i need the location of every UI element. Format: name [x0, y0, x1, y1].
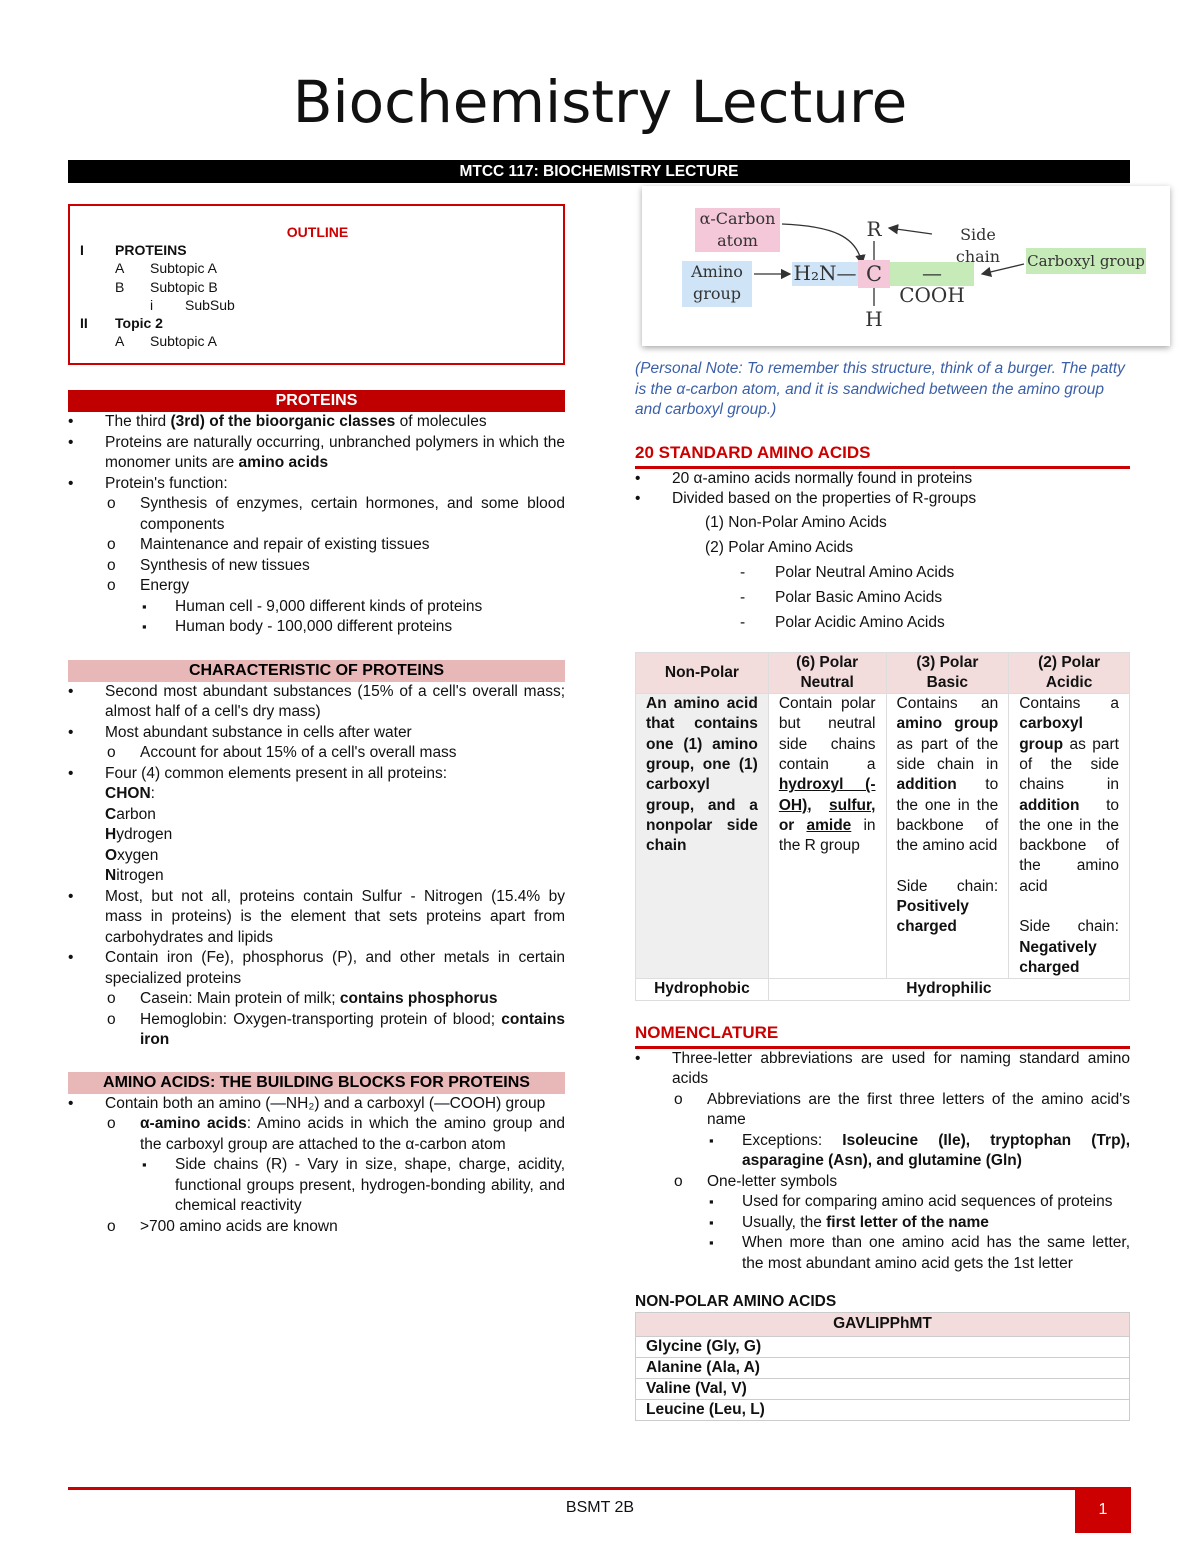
- footer-label: BSMT 2B: [565, 1499, 635, 1516]
- list-item: • Contain iron (Fe), phosphorus (P), and other metals in certain specialized proteins: [68, 948, 565, 989]
- table-row: Valine (Val, V): [636, 1378, 1130, 1399]
- table-header: (2) Polar Acidic: [1009, 652, 1130, 694]
- r-group-symbol: R: [866, 217, 882, 241]
- table-row: Alanine (Ala, A): [636, 1357, 1130, 1378]
- outline-row: [80, 332, 555, 350]
- table-cell: An amino acid that contains one (1) amino group, one (1) carboxyl group, and a nonpolar side chain: [636, 694, 769, 979]
- subclass-item: - Polar Neutral Amino Acids: [740, 563, 955, 581]
- list-item: o >700 amino acids are known: [68, 1217, 565, 1238]
- outline-row: [80, 241, 555, 259]
- list-item: • Most, but not all, proteins contain Sulfur - Nitrogen (15.4% by mass in proteins) is the element that sets proteins apart from carbohydrates and lipids: [68, 887, 565, 949]
- standard-amino-acids-heading: 20 STANDARD AMINO ACIDS: [635, 443, 1130, 469]
- chon-block: CHON: Carbon Hydrogen Oxygen Nitrogen: [105, 785, 173, 884]
- outline-num: II: [80, 315, 88, 332]
- course-banner: MTCC 117: BIOCHEMISTRY LECTURE: [68, 160, 1130, 183]
- list-item: ▪ Used for comparing amino acid sequences of proteins: [635, 1192, 1130, 1213]
- table-row: Glycine (Gly, G): [636, 1336, 1130, 1357]
- outline-box: [68, 204, 565, 365]
- list-item: ▪ Usually, the first letter of the name: [635, 1213, 1130, 1234]
- personal-note: (Personal Note: To remember this structure, think of a burger. The patty is the α-carbon atom, and it is sandwiched between the amino group and carboxyl group.): [635, 360, 1125, 418]
- list-item: • Three-letter abbreviations are used for naming standard amino acids: [635, 1049, 1130, 1090]
- table-header-row: [636, 652, 1130, 694]
- proteins-list: [68, 412, 565, 638]
- table-header: Non-Polar: [636, 652, 769, 694]
- standard-list: [635, 469, 1130, 635]
- table-cell: Contains an amino group as part of the side chain in addition to the one in the backbone of the amino acid Side chain: Positively charged: [886, 694, 1009, 979]
- amino-acids-list: [68, 1094, 565, 1238]
- outline-label: Subtopic A: [150, 333, 217, 350]
- list-item: o Synthesis of new tissues: [68, 556, 565, 577]
- table-header: (3) Polar Basic: [886, 652, 1009, 694]
- polar-subclasses: [635, 560, 1130, 635]
- outline-row: [80, 278, 555, 296]
- nonpolar-table: [635, 1312, 1130, 1421]
- list-item: ▪ When more than one amino acid has the same letter, the most abundant amino acid gets the 1st letter: [635, 1233, 1130, 1274]
- list-item: • Four (4) common elements present in all proteins:: [68, 764, 565, 785]
- list-item: ▪ Exceptions: Isoleucine (Ile), tryptophan (Trp), asparagine (Asn), and glutamine (Gln): [635, 1131, 1130, 1172]
- amino-acid-class-table: [635, 652, 1130, 1001]
- amino-group-label: Amino group: [682, 261, 752, 307]
- list-item: ▪ Human cell - 9,000 different kinds of proteins: [68, 597, 565, 618]
- table-cell: Hydrophobic: [636, 979, 769, 1000]
- list-item: • Protein's function:: [68, 474, 565, 495]
- outline-label: SubSub: [185, 296, 235, 313]
- document-title: Biochemistry Lecture: [292, 68, 908, 136]
- class-item: (1) Non-Polar Amino Acids: [705, 513, 887, 531]
- nomenclature-list: [635, 1049, 1130, 1275]
- outline-row: [80, 296, 555, 314]
- r-group-classes: [635, 510, 1130, 560]
- outline-label: Subtopic A: [150, 260, 217, 277]
- list-item: o α-amino acids: Amino acids in which the amino group and the carboxyl group are attached to the α-carbon atom: [68, 1114, 565, 1155]
- page-number: 1: [1075, 1487, 1131, 1533]
- nonpolar-heading: NON-POLAR AMINO ACIDS: [635, 1293, 837, 1311]
- characteristics-heading: CHARACTERISTIC OF PROTEINS: [68, 660, 565, 682]
- list-item: o Synthesis of enzymes, certain hormones, and some blood components: [68, 494, 565, 535]
- cooh-formula: —COOH: [890, 262, 974, 286]
- outline-label: Topic 2: [115, 315, 163, 332]
- subclass-item: - Polar Acidic Amino Acids: [740, 613, 945, 631]
- list-item: o Maintenance and repair of existing tissues: [68, 535, 565, 556]
- list-item: • The third (3rd) of the bioorganic classes of molecules: [68, 412, 565, 433]
- alpha-carbon-label: α-Carbon atom: [695, 208, 780, 252]
- outline-num: B: [115, 278, 125, 295]
- outline-num: A: [115, 333, 125, 350]
- hydrogen-symbol: H: [865, 307, 883, 331]
- left-column: [68, 204, 565, 1237]
- carboxyl-group-label: Carboxyl group: [1026, 248, 1146, 274]
- outline-label: PROTEINS: [115, 242, 187, 258]
- list-item: o Energy: [68, 576, 565, 597]
- list-item: o Abbreviations are the first three letters of the amino acid's name: [635, 1090, 1130, 1131]
- right-column: [635, 186, 1145, 1421]
- subclass-item: - Polar Basic Amino Acids: [740, 588, 943, 606]
- outline-row: [80, 259, 555, 277]
- h2n-formula: H₂N—: [793, 261, 857, 285]
- table-cell: Contain polar but neutral side chains contain a hydroxyl (-OH), sulfur, or amide in the R group: [768, 694, 886, 979]
- amino-acids-heading: AMINO ACIDS: THE BUILDING BLOCKS FOR PROTEINS: [68, 1072, 565, 1094]
- footer-divider: [68, 1487, 1130, 1490]
- alpha-carbon-symbol: C: [858, 260, 890, 288]
- table-row: [636, 694, 1130, 979]
- list-item: • Proteins are naturally occurring, unbranched polymers in which the monomer units are amino acids: [68, 433, 565, 474]
- table-row: Leucine (Leu, L): [636, 1399, 1130, 1420]
- nomenclature-heading: NOMENCLATURE: [635, 1023, 1130, 1049]
- list-item: • 20 α-amino acids normally found in proteins: [635, 469, 1130, 490]
- outline-num: i: [150, 296, 154, 313]
- list-item: • Divided based on the properties of R-groups: [635, 489, 1130, 510]
- table-cell: Contains a carboxyl group as part of the side chains in addition to the one in the backbone of the amino acid Side chain: Negatively charged: [1009, 694, 1130, 979]
- characteristics-list: [68, 682, 565, 1051]
- table-cell: Hydrophilic: [768, 979, 1129, 1000]
- outline-label: Subtopic B: [150, 278, 218, 295]
- list-item: ▪ Side chains (R) - Vary in size, shape, charge, acidity, functional groups present, hydrogen-bonding ability, and chemical reactivity: [68, 1155, 565, 1217]
- side-chain-label: Side chain: [955, 225, 1001, 266]
- list-item: ▪ Human body - 100,000 different proteins: [68, 617, 565, 638]
- list-item: • Second most abundant substances (15% of a cell's overall mass; almost half of a cell's dry mass): [68, 682, 565, 723]
- list-item: o Account for about 15% of a cell's overall mass: [68, 743, 565, 764]
- list-item: • Contain both an amino (—NH₂) and a carboxyl (—COOH) group: [68, 1094, 565, 1115]
- outline-num: I: [80, 242, 84, 258]
- outline-heading: OUTLINE: [286, 224, 349, 240]
- outline-num: A: [115, 260, 125, 277]
- table-row: [636, 979, 1130, 1000]
- table-header: (6) Polar Neutral: [768, 652, 886, 694]
- list-item: o Casein: Main protein of milk; contains phosphorus: [68, 989, 565, 1010]
- table-header: GAVLIPPhMT: [636, 1313, 1130, 1337]
- list-item: o Hemoglobin: Oxygen-transporting protein of blood; contains iron: [68, 1010, 565, 1051]
- amino-acid-structure-figure: [642, 186, 1170, 346]
- proteins-heading: PROTEINS: [68, 390, 565, 412]
- list-item: • Most abundant substance in cells after water: [68, 723, 565, 744]
- outline-row: [80, 314, 555, 332]
- class-item: (2) Polar Amino Acids: [705, 538, 854, 556]
- list-item: o One-letter symbols: [635, 1172, 1130, 1193]
